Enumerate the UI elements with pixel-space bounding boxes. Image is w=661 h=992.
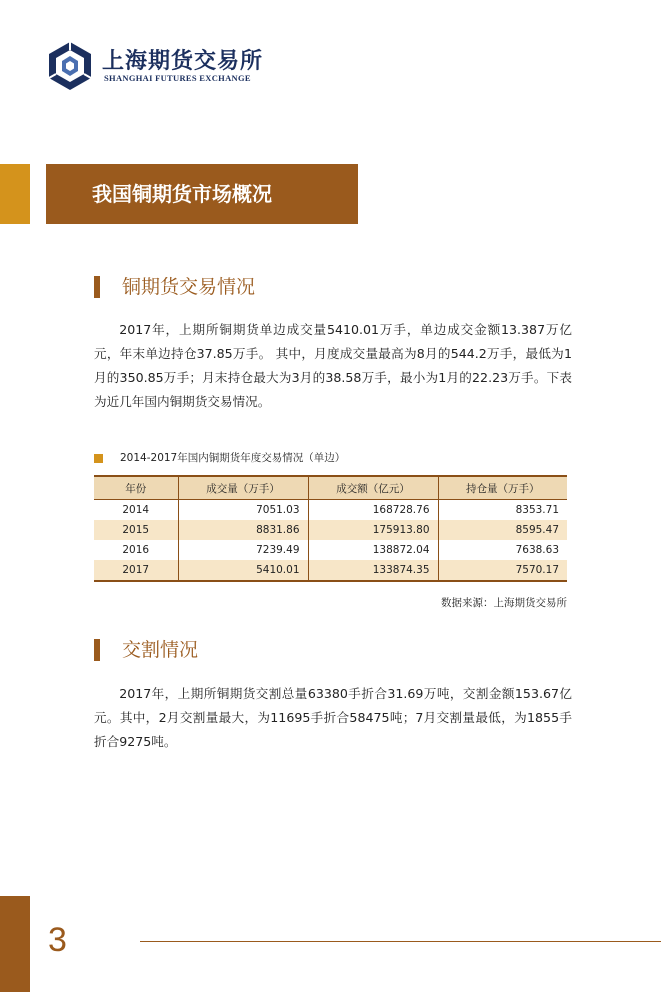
title-side-tab: [0, 164, 30, 224]
cell-turnover: 138872.04: [308, 540, 438, 560]
cell-open-interest: 7570.17: [438, 560, 567, 581]
trading-table: [94, 475, 567, 582]
section-heading-text: 交割情况: [122, 639, 199, 661]
cell-turnover: 133874.35: [308, 560, 438, 581]
logo-chinese-name: 上海期货交易所: [102, 48, 264, 74]
cell-year: 2015: [94, 520, 178, 540]
page-title: 我国铜期货市场概况: [46, 164, 358, 224]
cell-open-interest: 7638.63: [438, 540, 567, 560]
cell-turnover: 168728.76: [308, 500, 438, 521]
cell-volume: 8831.86: [178, 520, 308, 540]
cell-year: 2017: [94, 560, 178, 581]
cell-volume: 5410.01: [178, 560, 308, 581]
table-caption-text: 2014-2017年国内铜期货年度交易情况（单边）: [120, 452, 346, 464]
cell-volume: 7051.03: [178, 500, 308, 521]
table-row: [94, 500, 567, 521]
data-source-note: 数据来源：上海期货交易所: [441, 597, 567, 609]
header-open-interest: 持仓量（万手）: [438, 476, 567, 500]
cell-open-interest: 8353.71: [438, 500, 567, 521]
cell-year: 2016: [122, 544, 150, 556]
trading-paragraph: 2017年，上期所铜期货单边成交量5410.01万手，单边成交金额13.387万亿元，年末单边持仓37.85万手。 其中，月度成交量最高为8月的544.2万手，最低为1月的350.85万手；月末持仓最大为3月的38.58万手，最小为1月的22.23万手。下表为近几年国内铜期货交易情况。: [94, 322, 572, 409]
cell-turnover: 175913.80: [308, 520, 438, 540]
table-row: [94, 560, 567, 581]
page-number: 3: [48, 921, 67, 959]
header-volume: 成交量（万手）: [178, 476, 308, 500]
table-row: [94, 520, 567, 540]
exchange-logo: [44, 40, 264, 92]
heading-bar: [94, 639, 100, 661]
table-header-row: [94, 476, 567, 500]
delivery-paragraph: 2017年，上期所铜期货交割总量63380手折合31.69万吨，交割金额153.67亿元。其中，2月交割量最大，为11695手折合58475吨；7月交割量最低，为1855手折合9275吨。: [94, 686, 572, 749]
footer-divider: [140, 941, 661, 942]
cell-open-interest: 8595.47: [438, 520, 567, 540]
header-year: 年份: [94, 476, 178, 500]
header-turnover: 成交额（亿元）: [308, 476, 438, 500]
heading-bar: [94, 276, 100, 298]
caption-square-icon: [94, 454, 103, 463]
hexagon-logo-icon: [44, 40, 96, 92]
logo-english-name: SHANGHAI FUTURES EXCHANGE: [104, 73, 251, 83]
cell-volume: 7239.49: [178, 540, 308, 560]
section-heading-text: 铜期货交易情况: [122, 276, 256, 298]
cell-year: 2014: [122, 504, 150, 516]
table-row: [94, 540, 567, 560]
footer-side-tab: [0, 896, 30, 992]
